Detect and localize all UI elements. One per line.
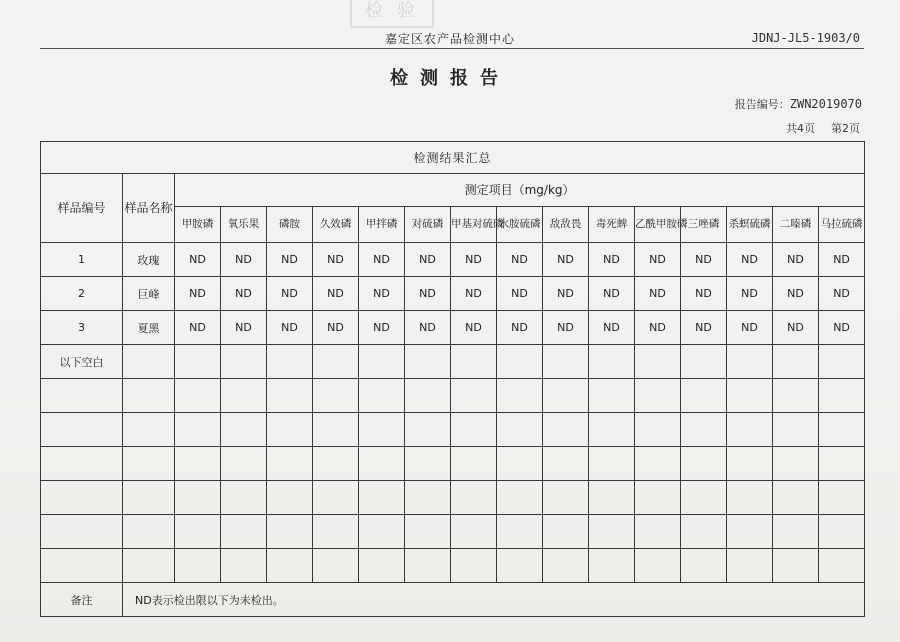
empty-cell	[41, 379, 123, 413]
empty-cell	[589, 345, 635, 379]
sample-number: 1	[41, 243, 123, 277]
result-cell: ND	[267, 311, 313, 345]
empty-cell	[221, 515, 267, 549]
empty-cell	[451, 515, 497, 549]
result-cell: ND	[543, 311, 589, 345]
item-header: 三唑磷	[681, 207, 727, 243]
result-cell: ND	[773, 277, 819, 311]
item-header: 水胺硫磷	[497, 207, 543, 243]
empty-cell	[543, 515, 589, 549]
sample-name: 巨峰	[123, 277, 175, 311]
empty-cell	[123, 515, 175, 549]
empty-cell	[359, 379, 405, 413]
sample-number: 2	[41, 277, 123, 311]
result-cell: ND	[543, 277, 589, 311]
empty-cell	[267, 379, 313, 413]
blank-row	[41, 379, 865, 413]
empty-cell	[405, 515, 451, 549]
empty-cell	[313, 345, 359, 379]
result-cell: ND	[359, 243, 405, 277]
blank-row	[41, 549, 865, 583]
faint-stamp: 检 验	[350, 0, 434, 28]
empty-cell	[267, 345, 313, 379]
empty-cell	[451, 549, 497, 583]
current-page: 第2页	[831, 122, 860, 135]
empty-cell	[221, 481, 267, 515]
empty-cell	[543, 447, 589, 481]
empty-cell	[313, 481, 359, 515]
result-cell: ND	[221, 243, 267, 277]
empty-cell	[267, 413, 313, 447]
empty-cell	[41, 481, 123, 515]
empty-cell	[41, 447, 123, 481]
page-indicator	[786, 120, 860, 136]
empty-cell	[405, 345, 451, 379]
empty-cell	[543, 345, 589, 379]
item-header: 氧乐果	[221, 207, 267, 243]
empty-cell	[543, 413, 589, 447]
remark-row	[41, 583, 865, 617]
empty-cell	[451, 345, 497, 379]
empty-cell	[635, 379, 681, 413]
result-cell: ND	[267, 277, 313, 311]
empty-cell	[313, 447, 359, 481]
empty-cell	[635, 549, 681, 583]
table-row	[41, 243, 865, 277]
result-cell: ND	[635, 311, 681, 345]
empty-cell	[635, 413, 681, 447]
empty-cell	[727, 447, 773, 481]
empty-cell	[543, 379, 589, 413]
result-cell: ND	[175, 277, 221, 311]
empty-cell	[497, 379, 543, 413]
empty-cell	[267, 481, 313, 515]
empty-cell	[819, 413, 865, 447]
empty-cell	[727, 515, 773, 549]
empty-cell	[773, 345, 819, 379]
result-cell: ND	[681, 243, 727, 277]
empty-cell	[175, 345, 221, 379]
result-cell: ND	[313, 243, 359, 277]
result-cell: ND	[221, 277, 267, 311]
empty-cell	[359, 549, 405, 583]
sample-number: 3	[41, 311, 123, 345]
empty-cell	[773, 413, 819, 447]
empty-cell	[175, 413, 221, 447]
empty-cell	[221, 413, 267, 447]
empty-cell	[819, 481, 865, 515]
item-header: 对硫磷	[405, 207, 451, 243]
result-cell: ND	[727, 243, 773, 277]
sample-name: 夏黑	[123, 311, 175, 345]
results-table	[40, 141, 865, 617]
empty-cell	[41, 413, 123, 447]
empty-cell	[497, 413, 543, 447]
empty-cell	[727, 413, 773, 447]
result-cell: ND	[589, 243, 635, 277]
result-cell: ND	[819, 311, 865, 345]
blank-marker: 以下空白	[41, 345, 123, 379]
empty-cell	[451, 413, 497, 447]
empty-cell	[221, 379, 267, 413]
empty-cell	[221, 549, 267, 583]
result-cell: ND	[589, 277, 635, 311]
result-cell: ND	[175, 311, 221, 345]
result-cell: ND	[543, 243, 589, 277]
empty-cell	[267, 447, 313, 481]
empty-cell	[123, 345, 175, 379]
empty-cell	[405, 379, 451, 413]
result-cell: ND	[681, 311, 727, 345]
empty-cell	[267, 549, 313, 583]
empty-cell	[681, 549, 727, 583]
empty-cell	[313, 515, 359, 549]
table-caption: 检测结果汇总	[41, 142, 865, 174]
result-cell: ND	[313, 311, 359, 345]
empty-cell	[359, 515, 405, 549]
empty-cell	[175, 447, 221, 481]
report-title: 检测报告	[390, 68, 510, 89]
item-header: 甲基对硫磷	[451, 207, 497, 243]
document-code: JDNJ-JL5-1903/0	[751, 31, 860, 45]
empty-cell	[123, 549, 175, 583]
empty-cell	[819, 379, 865, 413]
header-divider	[40, 48, 864, 49]
blank-row	[41, 447, 865, 481]
result-cell: ND	[727, 277, 773, 311]
organization-name: 嘉定区农产品检测中心	[384, 32, 515, 46]
result-cell: ND	[267, 243, 313, 277]
empty-cell	[635, 447, 681, 481]
empty-cell	[727, 379, 773, 413]
blank-row	[41, 345, 865, 379]
result-cell: ND	[451, 311, 497, 345]
result-cell: ND	[773, 243, 819, 277]
empty-cell	[819, 447, 865, 481]
empty-cell	[497, 549, 543, 583]
item-header: 敌敌畏	[543, 207, 589, 243]
empty-cell	[451, 447, 497, 481]
empty-cell	[313, 549, 359, 583]
result-cell: ND	[635, 243, 681, 277]
result-cell: ND	[497, 311, 543, 345]
empty-cell	[451, 379, 497, 413]
empty-cell	[819, 345, 865, 379]
blank-row	[41, 481, 865, 515]
result-cell: ND	[221, 311, 267, 345]
empty-cell	[497, 481, 543, 515]
result-cell: ND	[773, 311, 819, 345]
empty-cell	[313, 379, 359, 413]
item-header: 毒死蜱	[589, 207, 635, 243]
empty-cell	[405, 447, 451, 481]
empty-cell	[405, 549, 451, 583]
empty-cell	[589, 515, 635, 549]
empty-cell	[359, 447, 405, 481]
empty-cell	[819, 515, 865, 549]
empty-cell	[405, 413, 451, 447]
empty-cell	[589, 413, 635, 447]
empty-cell	[589, 481, 635, 515]
empty-cell	[543, 481, 589, 515]
result-cell: ND	[497, 243, 543, 277]
result-cell: ND	[681, 277, 727, 311]
item-header: 杀螟硫磷	[727, 207, 773, 243]
report-number	[735, 96, 862, 112]
result-cell: ND	[359, 277, 405, 311]
empty-cell	[589, 379, 635, 413]
empty-cell	[221, 447, 267, 481]
empty-cell	[41, 549, 123, 583]
blank-row	[41, 413, 865, 447]
empty-cell	[359, 413, 405, 447]
empty-cell	[405, 481, 451, 515]
result-cell: ND	[727, 311, 773, 345]
header-measured-items: 测定项目（mg/kg）	[175, 174, 865, 207]
result-cell: ND	[175, 243, 221, 277]
item-header: 磷胺	[267, 207, 313, 243]
empty-cell	[175, 515, 221, 549]
empty-cell	[773, 549, 819, 583]
item-header: 久效磷	[313, 207, 359, 243]
empty-cell	[267, 515, 313, 549]
empty-cell	[451, 481, 497, 515]
empty-cell	[635, 345, 681, 379]
empty-cell	[681, 345, 727, 379]
result-cell: ND	[313, 277, 359, 311]
result-cell: ND	[589, 311, 635, 345]
empty-cell	[175, 549, 221, 583]
empty-cell	[819, 549, 865, 583]
empty-cell	[773, 481, 819, 515]
item-header: 甲胺磷	[175, 207, 221, 243]
empty-cell	[175, 379, 221, 413]
empty-cell	[727, 345, 773, 379]
remark-text: ND表示检出限以下为未检出。	[123, 583, 865, 617]
result-cell: ND	[405, 277, 451, 311]
empty-cell	[123, 447, 175, 481]
empty-cell	[681, 413, 727, 447]
report-number-value: ZWN2019070	[789, 97, 862, 111]
remark-label: 备注	[41, 583, 123, 617]
empty-cell	[681, 447, 727, 481]
empty-cell	[635, 515, 681, 549]
result-cell: ND	[635, 277, 681, 311]
empty-cell	[681, 379, 727, 413]
table-row	[41, 277, 865, 311]
result-cell: ND	[405, 311, 451, 345]
empty-cell	[123, 413, 175, 447]
empty-cell	[589, 549, 635, 583]
empty-cell	[635, 481, 681, 515]
empty-cell	[359, 481, 405, 515]
header-sample-name: 样品名称	[123, 174, 175, 243]
sample-name: 玫瑰	[123, 243, 175, 277]
empty-cell	[221, 345, 267, 379]
empty-cell	[41, 515, 123, 549]
empty-cell	[497, 515, 543, 549]
empty-cell	[497, 447, 543, 481]
empty-cell	[773, 447, 819, 481]
empty-cell	[359, 345, 405, 379]
empty-cell	[681, 515, 727, 549]
empty-cell	[727, 549, 773, 583]
result-cell: ND	[405, 243, 451, 277]
empty-cell	[497, 345, 543, 379]
result-cell: ND	[819, 243, 865, 277]
result-cell: ND	[451, 243, 497, 277]
result-cell: ND	[451, 277, 497, 311]
total-pages: 共4页	[786, 122, 815, 135]
result-cell: ND	[819, 277, 865, 311]
empty-cell	[773, 515, 819, 549]
empty-cell	[589, 447, 635, 481]
header-sample-no: 样品编号	[41, 174, 123, 243]
item-header: 乙酰甲胺磷	[635, 207, 681, 243]
item-header: 马拉硫磷	[819, 207, 865, 243]
empty-cell	[123, 481, 175, 515]
item-header: 二嗪磷	[773, 207, 819, 243]
report-number-label: 报告编号：	[734, 98, 790, 111]
result-cell: ND	[359, 311, 405, 345]
empty-cell	[123, 379, 175, 413]
item-header: 甲拌磷	[359, 207, 405, 243]
empty-cell	[681, 481, 727, 515]
empty-cell	[773, 379, 819, 413]
result-cell: ND	[497, 277, 543, 311]
empty-cell	[175, 481, 221, 515]
blank-row	[41, 515, 865, 549]
empty-cell	[313, 413, 359, 447]
table-row	[41, 311, 865, 345]
empty-cell	[543, 549, 589, 583]
empty-cell	[727, 481, 773, 515]
